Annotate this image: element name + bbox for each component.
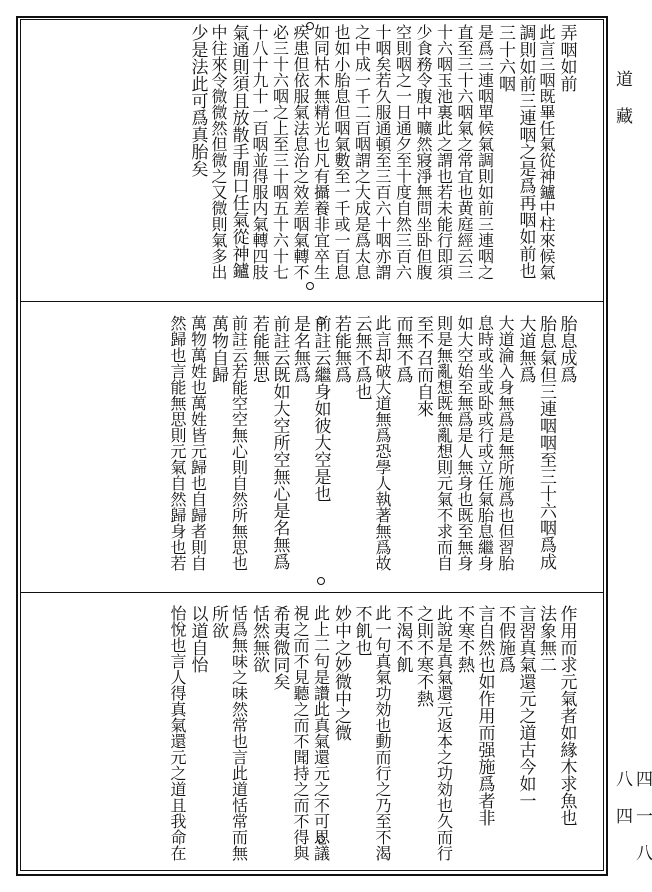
- text-column: 是爲三連咽單候氣調則如前三連咽之: [475, 24, 495, 280]
- text-column: 三十六咽: [495, 24, 515, 92]
- text-column: 胎息成爲: [556, 315, 577, 383]
- text-column: 前註云既如大空所空無心是名無爲: [269, 315, 290, 570]
- text-column: 中往來令微微然但微之又微則氣多出: [209, 24, 228, 280]
- text-column: 不飢也: [351, 605, 372, 656]
- section-divider-2: [20, 592, 604, 593]
- text-column: 視之而不見聽之而不聞持之而不得與: [291, 605, 310, 861]
- text-column: 也如小胎息但咽氣數至一千或一百息: [332, 24, 351, 280]
- text-column: 調則如前三連咽之是爲再咽如前也: [515, 24, 536, 279]
- text-column: 是名無爲: [290, 315, 310, 383]
- text-column: 此言三咽既畢任氣從神鑪中柱來候氣: [537, 24, 556, 280]
- text-column: 怡悅也言人得真氣還元之道且我命在: [168, 605, 187, 861]
- text-column: 少食務令腹中曠然寢淨無問坐卧但腹: [414, 24, 433, 280]
- text-column: 言習真氣還元之道古今如一: [515, 605, 536, 809]
- text-column: 妙中之妙微中之微: [331, 605, 351, 741]
- text-column: 恬然無欲: [249, 605, 269, 673]
- text-column: 不寒不熱: [454, 605, 474, 673]
- text-column: 萬物萬姓也萬姓皆元歸也自歸者則自: [188, 315, 208, 571]
- collection-title: 道 藏: [612, 70, 632, 124]
- text-column: 氣通則須且放散手閒口任氣從神鑪: [228, 24, 249, 279]
- text-column: 以道自怡: [187, 605, 208, 673]
- text-column: 十六咽玉池裏此之謂也若未能行即須: [434, 24, 454, 280]
- text-column: 不渴不飢: [392, 605, 413, 673]
- text-column: 然歸也言能無思則元氣自然歸身也若: [168, 315, 187, 571]
- text-column: 弄咽如前: [556, 24, 577, 92]
- text-column: 希夷微同矣: [269, 605, 290, 690]
- text-column: 則是無亂想既無亂想則元氣不求而自: [434, 315, 454, 571]
- text-column: 此上二句是讚此真氣還元之不可思議: [311, 605, 331, 861]
- text-column: 十八十九十一百咽並得服内氣轉四肢: [250, 24, 269, 280]
- text-column: 空則咽之一日通夕至十度自然三百六: [393, 24, 413, 280]
- text-column: 恬爲無味之味然常也言此道恬常而無: [229, 605, 249, 861]
- text-column: 大道淪入身無爲是無所施爲也但習胎: [496, 315, 515, 571]
- text-column: 言自然也如作用而强施爲者非: [474, 605, 495, 826]
- text-column: 作用而求元氣者如緣木求魚也: [556, 605, 577, 826]
- text-column: 所欲: [208, 605, 228, 639]
- text-column: 前註云繼身如彼大空是也: [310, 315, 331, 502]
- text-column: 法象無二: [536, 605, 556, 673]
- text-column: 如大空始至無爲是人無身也既至無身: [455, 315, 474, 571]
- text-column: 直至三十六咽氣之常宜也黄庭經云三: [455, 24, 474, 280]
- text-column: 前註云若能空空無心則自然所無思也: [229, 315, 249, 571]
- page-number: 四 一 八 八 四: [612, 770, 652, 861]
- text-column: 若能無思: [249, 315, 269, 383]
- paragraph-marker-circle: [306, 22, 314, 30]
- text-column: 十咽矣若久服通頓至三百六十咽亦謂: [373, 24, 392, 280]
- paragraph-marker-circle: [317, 317, 325, 325]
- text-column: 而無不爲: [392, 315, 413, 383]
- text-column: 息時或坐或卧或行或立任氣胎息繼身: [475, 315, 495, 571]
- text-column: 至不召而自來: [413, 315, 433, 417]
- text-column: 如同枯木無精光也凡有攝養非宜卒生: [311, 24, 331, 280]
- section-divider-1: [20, 301, 604, 302]
- text-column: 萬物自歸: [208, 315, 228, 383]
- text-column: 不假施爲: [495, 605, 515, 673]
- paragraph-marker-circle: [317, 835, 325, 843]
- text-column: 大道無爲: [515, 315, 536, 383]
- text-column: 此一句真氣功効也動而行之乃至不渴: [373, 605, 392, 861]
- text-column: 若能無爲: [331, 315, 351, 383]
- text-column: 之則不寒不熱: [413, 605, 433, 707]
- text-column: 疾患但依服氣法息治之效差咽氣轉不: [291, 24, 310, 280]
- text-column: 之中成一千二百咽謂之大成是爲太息: [352, 24, 372, 280]
- text-column: 少是法此可爲真胎矣: [187, 24, 208, 177]
- text-column: 此說是真氣還元返本之功効也久而行: [434, 605, 454, 861]
- paragraph-marker-circle: [306, 282, 314, 290]
- text-column: 此言却破大道無爲恐學人執著無爲故: [373, 315, 392, 571]
- text-column: 胎息氣但三連咽咽至三十六咽爲成: [536, 315, 556, 570]
- text-column: 云無不爲也: [351, 315, 372, 400]
- text-column: 必三十六咽之上至三十咽五十六十七: [270, 24, 290, 280]
- paragraph-marker-circle: [317, 577, 325, 585]
